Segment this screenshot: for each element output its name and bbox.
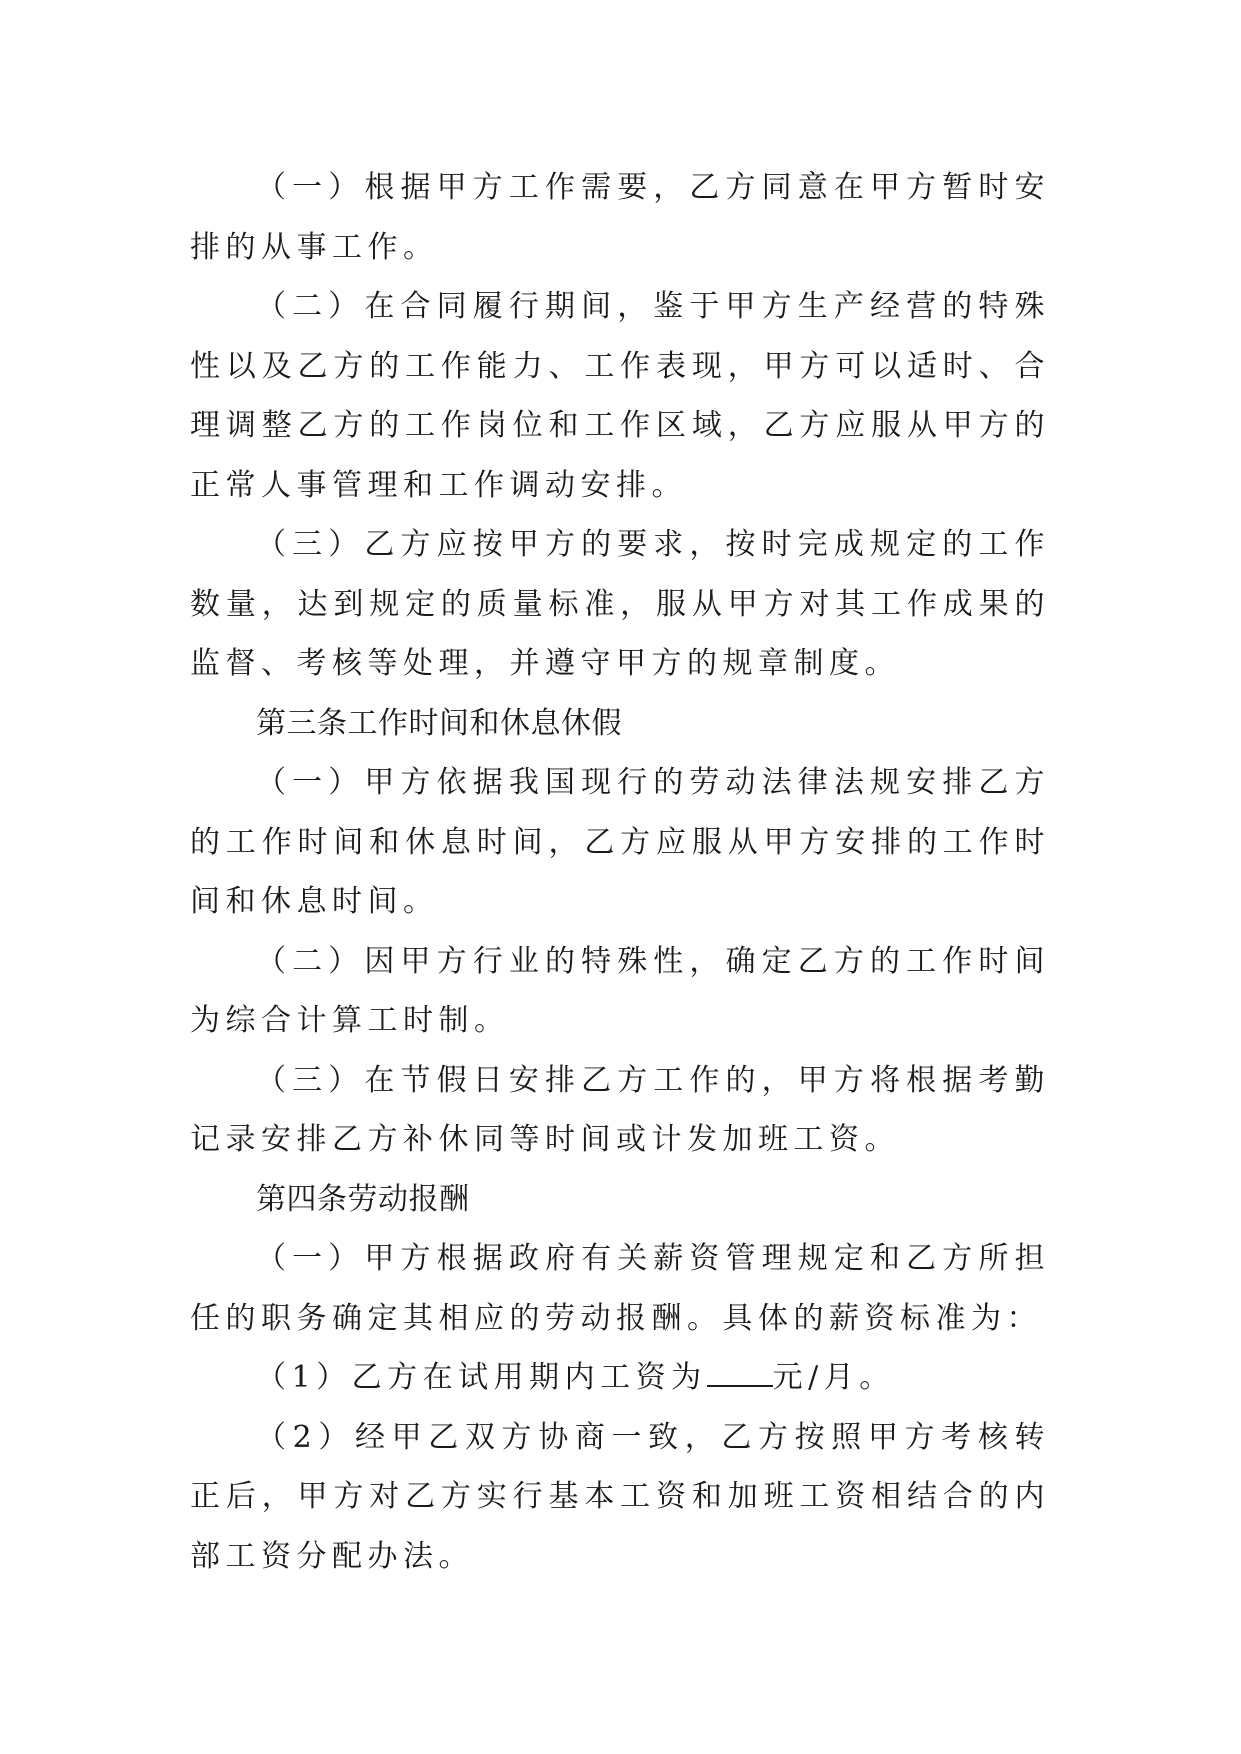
clause-paragraph-2-2: （二）在合同履行期间，鉴于甲方生产经营的特殊性以及乙方的工作能力、工作表现，甲方可以适时、合理调整乙方的工作岗位和工作区域，乙方应服从甲方的正常人事管理和工作调动安排。 xyxy=(190,289,1050,503)
salary-item-1-suffix: 元/月。 xyxy=(772,1360,895,1395)
article-3-heading: 第三条工作时间和休息休假 xyxy=(256,705,622,741)
clause-paragraph-3-3: （三）在节假日安排乙方工作的，甲方将根据考勤记录安排乙方补休同等时间或计发加班工资。 xyxy=(190,1062,1050,1157)
salary-item-1-prefix: （1）乙方在试用期内工资为 xyxy=(256,1360,707,1395)
clause-paragraph-2-1: （一）根据甲方工作需要，乙方同意在甲方暂时安排的从事工作。 xyxy=(190,170,1050,265)
document-body xyxy=(190,158,1050,1586)
salary-blank-line xyxy=(707,1359,773,1387)
clause-paragraph-4-1: （一）甲方根据政府有关薪资管理规定和乙方所担任的职务确定其相应的劳动报酬。具体的薪资标准为： xyxy=(190,1241,1050,1336)
article-4-heading: 第四条劳动报酬 xyxy=(256,1181,470,1217)
clause-paragraph-2-3: （三）乙方应按甲方的要求，按时完成规定的工作数量，达到规定的质量标准，服从甲方对其工作成果的监督、考核等处理，并遵守甲方的规章制度。 xyxy=(190,527,1050,681)
salary-item-1 xyxy=(190,1348,1050,1408)
clause-paragraph-3-1: （一）甲方依据我国现行的劳动法律法规安排乙方的工作时间和休息时间，乙方应服从甲方安排的工作时间和休息时间。 xyxy=(190,765,1050,919)
salary-item-2: （2）经甲乙双方协商一致，乙方按照甲方考核转正后，甲方对乙方实行基本工资和加班工资相结合的内部工资分配办法。 xyxy=(190,1419,1050,1574)
clause-paragraph-3-2: （二）因甲方行业的特殊性，确定乙方的工作时间为综合计算工时制。 xyxy=(190,943,1050,1038)
